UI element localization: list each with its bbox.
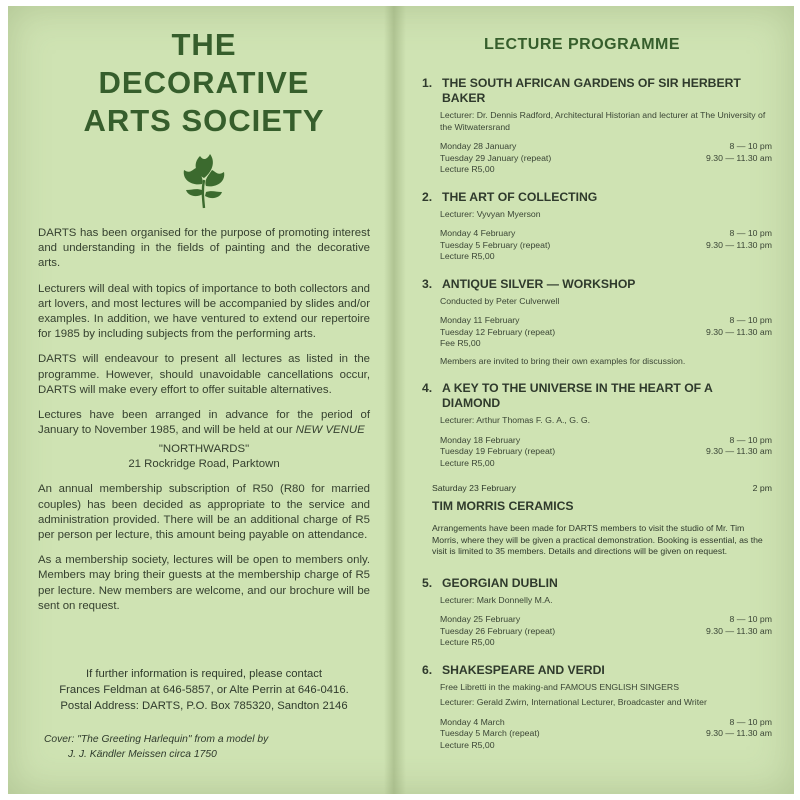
lecturer: Conducted by Peter Culverwell <box>440 295 560 306</box>
lecture-title <box>422 190 772 205</box>
lecture-item <box>422 190 772 263</box>
lecture-item <box>422 277 772 368</box>
lecture-fee: Lecture R5,00 <box>440 251 495 261</box>
schedule-time: 9.30 — 11.30 am <box>706 625 772 636</box>
schedule-row <box>440 435 772 447</box>
lecture-name: THE ART OF COLLECTING <box>442 189 598 204</box>
lecture-details <box>440 415 772 469</box>
left-panel <box>38 26 370 762</box>
schedule-row <box>440 614 772 626</box>
venue-address: 21 Rockridge Road, Parktown <box>128 458 280 471</box>
schedule-date: Tuesday 5 February (repeat) <box>440 239 551 250</box>
lecture-title <box>422 277 772 292</box>
title-line-3: ARTS SOCIETY <box>83 103 325 138</box>
lecture-title <box>422 76 772 106</box>
event-time: 2 pm <box>752 483 772 493</box>
venue-name: "NORTHWARDS" <box>158 443 250 456</box>
event-date: Saturday 23 February <box>432 483 517 493</box>
schedule-row <box>440 446 772 458</box>
schedule-date: Tuesday 26 February (repeat) <box>440 625 556 636</box>
schedule-row <box>440 228 772 240</box>
lecture-details <box>440 110 772 176</box>
schedule-time: 9.30 — 11.30 am <box>706 152 772 163</box>
schedule-date: Monday 11 February <box>440 315 520 325</box>
lecture-item <box>422 76 772 176</box>
lecture-fee: Fee R5,00 <box>440 338 481 348</box>
lecture-item <box>422 576 772 649</box>
lecture-number: 6. <box>422 662 433 677</box>
schedule-date: Monday 18 February <box>440 434 521 445</box>
schedule-time: 9.30 — 11.30 am <box>706 728 772 738</box>
lecture-name: A KEY TO THE UNIVERSE IN THE HEART OF A DIAMOND <box>442 381 713 410</box>
new-venue-text: NEW VENUE <box>295 424 365 437</box>
intro-paragraph-5: An annual membership subscription of R50 (R80 for married couples) has been decided as appropriate to the service and administration provided. There will be an additional charge of R5 per person per lecture, this amount being payable on attendance. <box>38 483 370 542</box>
lecture-details <box>440 682 772 752</box>
schedule-row <box>440 717 772 729</box>
intro-text <box>38 226 370 614</box>
intro-paragraph-4 <box>38 408 370 438</box>
schedule-row <box>440 728 772 740</box>
schedule-date: Tuesday 5 March (repeat) <box>440 728 540 738</box>
contact-line-1: If further information is required, please contact <box>85 668 323 681</box>
intro-paragraph-6: As a membership society, lectures will be open to members only. Members may bring their guests at the membership charge of R5 per lecture. New members are welcome, and our brochure will be sent on request. <box>38 554 370 612</box>
lecturer: Lecturer: Vyvyan Myerson <box>440 208 541 219</box>
schedule-row <box>440 626 772 638</box>
intro-paragraph-3: DARTS will endeavour to present all lectures as listed in the programme. However, should unavoidable cancellations occur, DARTS will make every effort to offer suitable alternatives. <box>38 353 370 396</box>
lecture-number: 5. <box>422 575 433 590</box>
intro-paragraph-2: Lecturers will deal with topics of importance to both collectors and art lovers, and most lectures will be accompanied by slides and/or examples. In addition, we have ventured to extend our repertoire for 1985 by including subjects from the performing arts. <box>38 282 370 341</box>
lecture-title <box>422 381 772 411</box>
lecture-subtitle: Free Libretti in the making-and FAMOUS ENGLISH SINGERS <box>440 681 679 692</box>
lecture-number: 1. <box>422 76 433 90</box>
event-schedule <box>432 483 772 493</box>
lecture-details <box>440 296 772 368</box>
lecturer: Lecturer: Dr. Dennis Radford, Architectural Historian and lecturer at The University of the Witwatersrand <box>440 110 766 132</box>
lecturer: Lecturer: Arthur Thomas F. G. A., G. G. <box>440 415 590 425</box>
contact-line-3: Postal Address: DARTS, P.O. Box 785320, Sandton 2146 <box>60 700 348 713</box>
lecture-number: 3. <box>422 276 433 291</box>
schedule-time: 9.30 — 11.30 pm <box>706 239 772 250</box>
lecture-title <box>422 576 772 591</box>
special-event <box>422 483 772 558</box>
page-fold <box>384 6 406 794</box>
intro-paragraph-1: DARTS has been organised for the purpose of promoting interest and understanding in the fields of painting and the decorative arts. <box>38 227 370 270</box>
venue-intro-text: Lectures have been arranged in advance for the period of January to November 1985, and will be held at our <box>38 409 370 437</box>
schedule-date: Monday 4 February <box>440 228 516 238</box>
lecture-number: 2. <box>422 189 433 204</box>
lecture-fee: Lecture R5,00 <box>440 457 495 468</box>
cover-credit <box>38 732 370 762</box>
schedule-row <box>440 153 772 165</box>
schedule-time: 9.30 — 11.30 am <box>706 446 772 456</box>
lecture-name: GEORGIAN DUBLIN <box>442 575 558 590</box>
schedule-row <box>440 141 772 153</box>
society-title <box>38 26 370 140</box>
lecture-title <box>422 663 772 678</box>
title-line-2: DECORATIVE <box>98 65 310 100</box>
cover-line-1: Cover: "The Greeting Harlequin" from a model by <box>44 734 269 746</box>
schedule-date: Monday 4 March <box>440 716 505 727</box>
schedule-row <box>440 315 772 327</box>
lecture-item <box>422 663 772 752</box>
lecture-name: SHAKESPEARE AND VERDI <box>442 662 605 677</box>
schedule-date: Tuesday 19 February (repeat) <box>440 446 556 456</box>
lecture-details <box>440 209 772 263</box>
schedule-time: 9.30 — 11.30 am <box>706 326 772 337</box>
lecture-number: 4. <box>422 381 433 395</box>
lecture-name: ANTIQUE SILVER — WORKSHOP <box>442 276 636 291</box>
lecturer: Lecturer: Mark Donnelly M.A. <box>440 594 553 605</box>
schedule-time: 8 — 10 pm <box>729 716 772 727</box>
contact-block <box>38 666 370 714</box>
schedule-date: Tuesday 12 February (repeat) <box>440 326 556 337</box>
right-panel <box>422 36 772 765</box>
lecture-name: THE SOUTH AFRICAN GARDENS OF SIR HERBERT BAKER <box>442 76 741 105</box>
lecture-note: Members are invited to bring their own examples for discussion. <box>440 355 686 366</box>
schedule-time: 8 — 10 pm <box>729 141 772 151</box>
schedule-date: Monday 28 January <box>440 141 517 151</box>
lecture-item <box>422 381 772 469</box>
schedule-time: 8 — 10 pm <box>729 434 772 445</box>
schedule-time: 8 — 10 pm <box>729 614 772 624</box>
lecture-fee: Lecture R5,00 <box>440 164 495 174</box>
schedule-date: Monday 25 February <box>440 614 521 624</box>
venue-block <box>38 442 370 472</box>
programme-heading: LECTURE PROGRAMME <box>484 36 681 53</box>
schedule-time: 8 — 10 pm <box>729 228 772 238</box>
title-line-1: THE <box>171 27 237 62</box>
event-description: Arrangements have been made for DARTS members to visit the studio of Mr. Tim Morris, where they will be given a practical demonstration. Booking is essential, as the visit is limited to 35 members. Details and directions will be given on request. <box>432 523 763 556</box>
event-title: TIM MORRIS CERAMICS <box>432 499 574 513</box>
cover-line-2: J. J. Kändler Meissen circa 1750 <box>68 749 217 761</box>
lecture-fee: Lecture R5,00 <box>440 637 495 647</box>
lecturer: Lecturer: Gerald Zwirn, International Lecturer, Broadcaster and Writer <box>440 697 707 707</box>
lecture-details <box>440 595 772 649</box>
schedule-time: 8 — 10 pm <box>729 315 772 325</box>
leaf-sprig-icon <box>178 152 230 210</box>
lecture-fee: Lecture R5,00 <box>440 739 495 750</box>
schedule-row <box>440 240 772 252</box>
schedule-date: Tuesday 29 January (repeat) <box>440 152 552 163</box>
schedule-row <box>440 327 772 339</box>
contact-line-2: Frances Feldman at 646-5857, or Alte Perrin at 646-0416. <box>59 684 349 697</box>
